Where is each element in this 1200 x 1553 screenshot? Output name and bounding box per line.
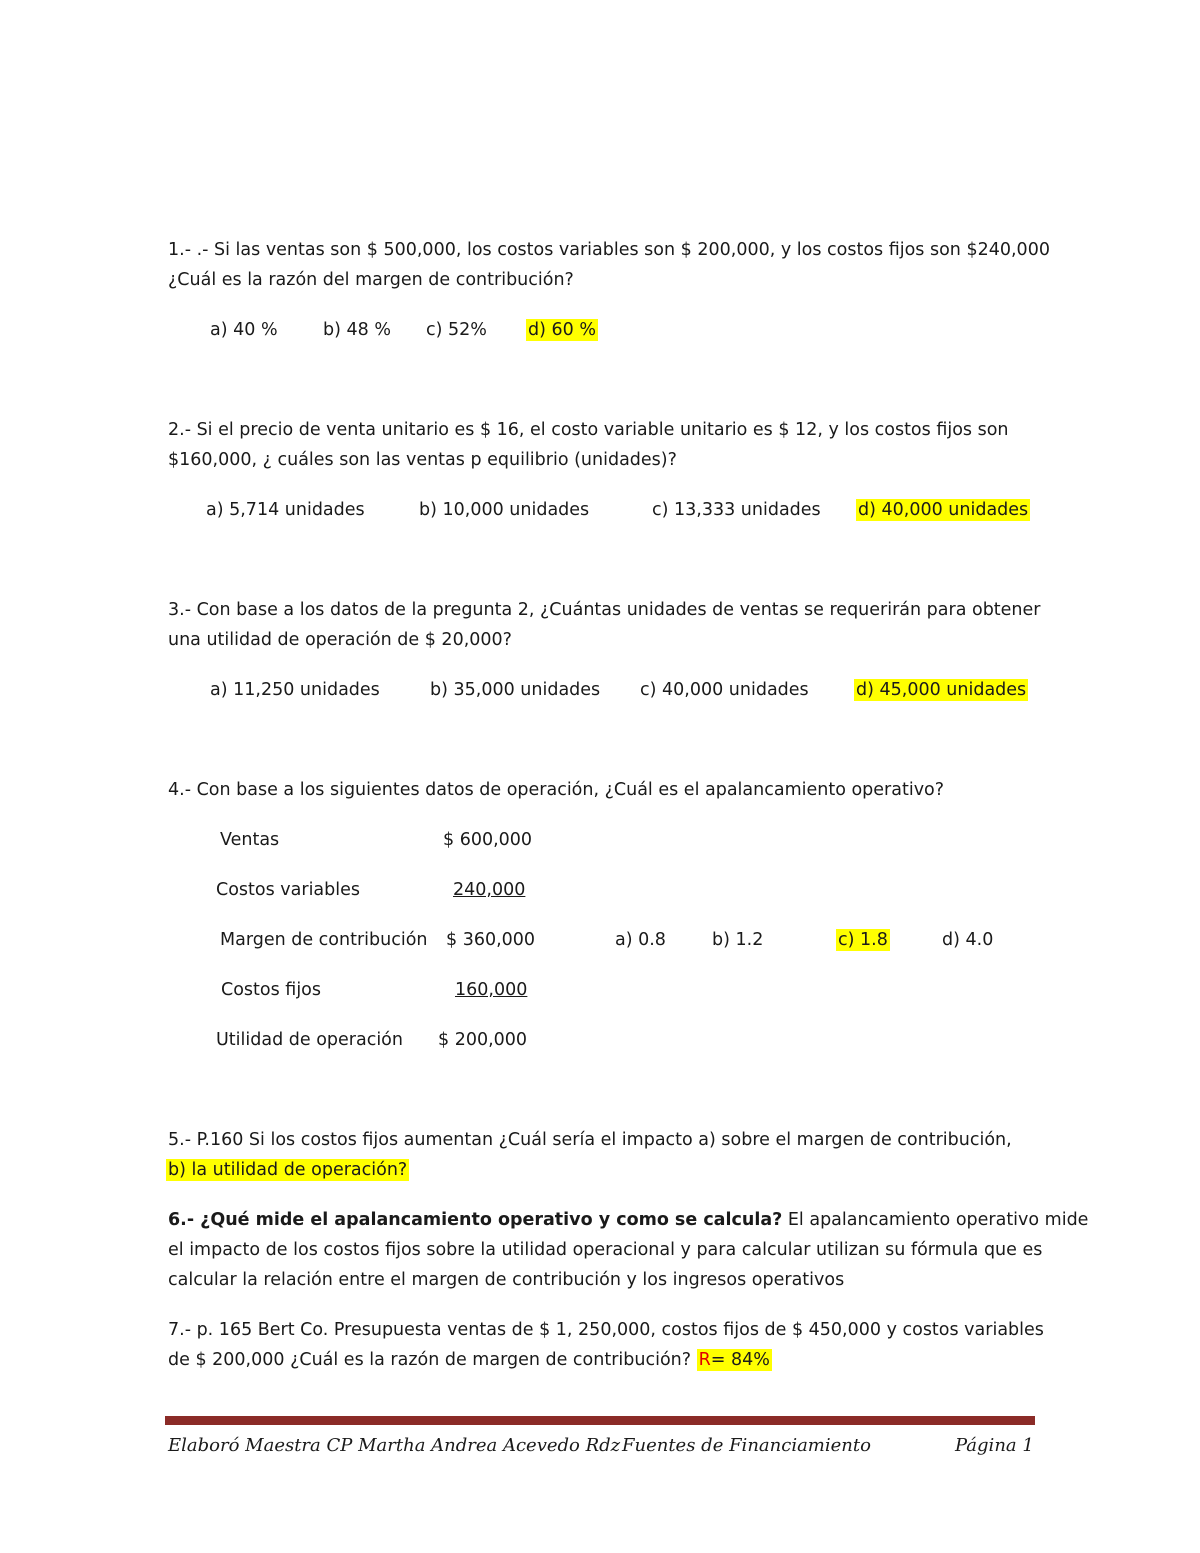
q2-option-d-answer: d) 40,000 unidades [858,500,1029,520]
q7-line2 [168,1350,772,1370]
footer-subject: Fuentes de Financiamiento [622,1435,871,1456]
q4-row-value-ventas: $ 600,000 [443,830,533,850]
q1-option-d-answer: d) 60 % [528,320,596,340]
q1-option-b: b) 48 % [323,320,391,340]
q1-line2: ¿Cuál es la razón del margen de contribución? [168,270,574,290]
q4-option-a: a) 0.8 [615,930,666,950]
q6-line1 [168,1210,1088,1230]
q6-question-bold: 6.- ¿Qué mide el apalancamiento operativo y como se calcula? [168,1210,783,1230]
q4-row-label-margen: Margen de contribución [220,930,428,950]
q2-option-a: a) 5,714 unidades [206,500,365,520]
q6-line2: el impacto de los costos fijos sobre la utilidad operacional y para calcular utilizan su fórmula que es [168,1240,1043,1260]
q2-option-b: b) 10,000 unidades [419,500,590,520]
q2-line2: $160,000, ¿ cuáles son las ventas p equilibrio (unidades)? [168,450,677,470]
q4-row-label-utilidad: Utilidad de operación [216,1030,403,1050]
q2-option-c: c) 13,333 unidades [652,500,821,520]
q6-answer-start: El apalancamiento operativo mide [782,1210,1089,1230]
q1-option-a: a) 40 % [210,320,278,340]
q7-line2-text: de $ 200,000 ¿Cuál es la razón de margen de contribución? [168,1350,697,1370]
q7-answer-r: R [698,1350,711,1370]
footer-author: Elaboró Maestra CP Martha Andrea Acevedo Rdz [168,1435,621,1456]
footer-page-number: Página 1 [955,1435,1034,1456]
q6-line3: calcular la relación entre el margen de contribución y los ingresos operativos [168,1270,845,1290]
q7-answer-value: = 84% [710,1350,770,1370]
q4-line1: 4.- Con base a los siguientes datos de operación, ¿Cuál es el apalancamiento operativo? [168,780,945,800]
q3-option-a: a) 11,250 unidades [210,680,380,700]
q4-option-b: b) 1.2 [712,930,764,950]
footer-divider [165,1416,1035,1425]
q5-line1: 5.- P.160 Si los costos fijos aumentan ¿Cuál sería el impacto a) sobre el margen de contribución, [168,1130,1012,1150]
q4-option-d: d) 4.0 [942,930,994,950]
q4-row-value-utilidad: $ 200,000 [438,1030,528,1050]
q7-line1: 7.- p. 165 Bert Co. Presupuesta ventas de $ 1, 250,000, costos fijos de $ 450,000 y costos variables [168,1320,1044,1340]
q4-row-label-costos-variables: Costos variables [216,880,361,900]
q1-option-c: c) 52% [426,320,487,340]
q4-option-c-answer: c) 1.8 [838,930,888,950]
q1-line1: 1.- .- Si las ventas son $ 500,000, los costos variables son $ 200,000, y los costos fijos son $240,000 [168,240,1050,260]
q3-line1: 3.- Con base a los datos de la pregunta 2, ¿Cuántas unidades de ventas se requerirán para obtener [168,600,1041,620]
q2-line1: 2.- Si el precio de venta unitario es $ 16, el costo variable unitario es $ 12, y los costos fijos son [168,420,1009,440]
q4-row-label-ventas: Ventas [220,830,280,850]
q4-row-value-costos-variables: 240,000 [453,880,526,900]
q4-row-value-costos-fijos: 160,000 [455,980,528,1000]
q3-option-c: c) 40,000 unidades [640,680,809,700]
q7-answer [697,1349,772,1371]
q5-line2-highlight: b) la utilidad de operación? [168,1160,408,1180]
q3-option-d-answer: d) 45,000 unidades [856,680,1027,700]
q4-row-value-margen: $ 360,000 [446,930,536,950]
q4-row-label-costos-fijos: Costos fijos [221,980,322,1000]
q3-option-b: b) 35,000 unidades [430,680,601,700]
q3-line2: una utilidad de operación de $ 20,000? [168,630,512,650]
